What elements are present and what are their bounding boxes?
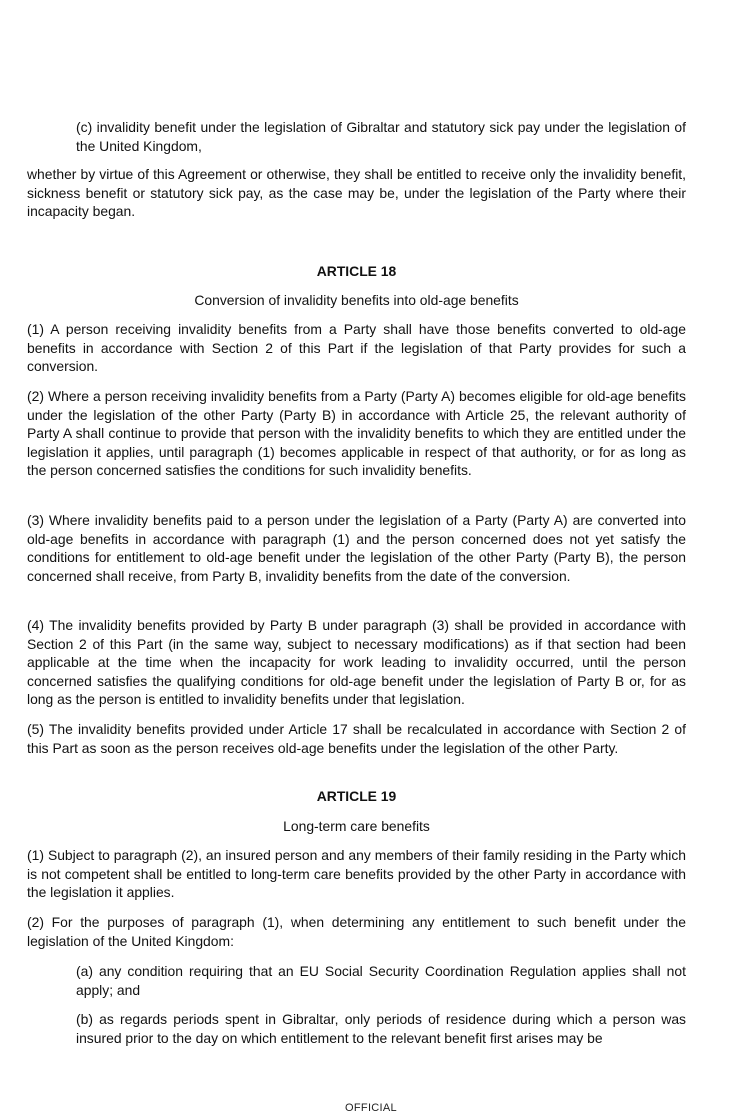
article-18-paragraph-5: (5) The invalidity benefits provided under Article 17 shall be recalculated in accordance with Section 2 of this Part as soon as the person receives old-age benefits under the legislation of the other Party. — [27, 721, 686, 756]
article-19-paragraph-a: (a) any condition requiring that an EU Social Security Coordination Regulation applies shall not apply; and — [76, 963, 686, 998]
article-19-paragraph-b: (b) as regards periods spent in Gibraltar, only periods of residence during which a person was insured prior to the day on which entitlement to the relevant benefit first arises may be — [76, 1011, 686, 1046]
paragraph-whether: whether by virtue of this Agreement or otherwise, they shall be entitled to receive only the invalidity benefit, sickness benefit or statutory sick pay, as the case may be, under the legislation of the Party where their incapacity began. — [27, 166, 686, 220]
article-18-heading: ARTICLE 18 — [316, 263, 397, 279]
article-18-paragraph-3: (3) Where invalidity benefits paid to a person under the legislation of a Party (Party A) are converted into old-age benefits in accordance with paragraph (1) and the person concerned does not yet satisfy the conditions for entitlement to old-age benefit under the legislation of the other Party (Party B), the person concerned shall receive, from Party B, invalidity benefits from the date of the conversion. — [27, 512, 686, 584]
article-19-subheading: Long-term care benefits — [283, 818, 430, 834]
article-18-paragraph-1: (1) A person receiving invalidity benefits from a Party shall have those benefits converted to old-age benefits in accordance with Section 2 of this Part if the legislation of that Party provides for such a conversion. — [27, 321, 686, 375]
article-18-paragraph-4: (4) The invalidity benefits provided by Party B under paragraph (3) shall be provided in accordance with Section 2 of this Part (in the same way, subject to necessary modifications) as if that section had been applicable at the time when the incapacity for work leading to invalidity occurred, until the person concerned satisfies the qualifying conditions for old-age benefit under the legislation of Party B or, for as long as the person is entitled to invalidity benefits under that legislation. — [27, 617, 686, 708]
article-19-paragraph-2: (2) For the purposes of paragraph (1), when determining any entitlement to such benefit under the legislation of the United Kingdom: — [27, 914, 686, 949]
article-18-subheading: Conversion of invalidity benefits into old-age benefits — [194, 292, 519, 308]
paragraph-c: (c) invalidity benefit under the legislation of Gibraltar and statutory sick pay under the legislation of the United Kingdom, — [76, 119, 686, 154]
article-19-heading: ARTICLE 19 — [316, 788, 397, 804]
article-18-paragraph-2: (2) Where a person receiving invalidity benefits from a Party (Party A) becomes eligible for old-age benefits under the legislation of the other Party (Party B) in accordance with Article 25, the relevant authority of Party A shall continue to provide that person with the invalidity benefits to which they are entitled under the legislation it applies, until paragraph (1) becomes applicable in respect of that authority, or for as long as the person concerned satisfies the conditions for such invalidity benefits. — [27, 388, 686, 479]
official-marking: OFFICIAL — [345, 1102, 397, 1114]
article-19-paragraph-1: (1) Subject to paragraph (2), an insured person and any members of their family residing in the Party which is not competent shall be entitled to long-term care benefits provided by the other Party in accordance with the legislation it applies. — [27, 847, 686, 901]
